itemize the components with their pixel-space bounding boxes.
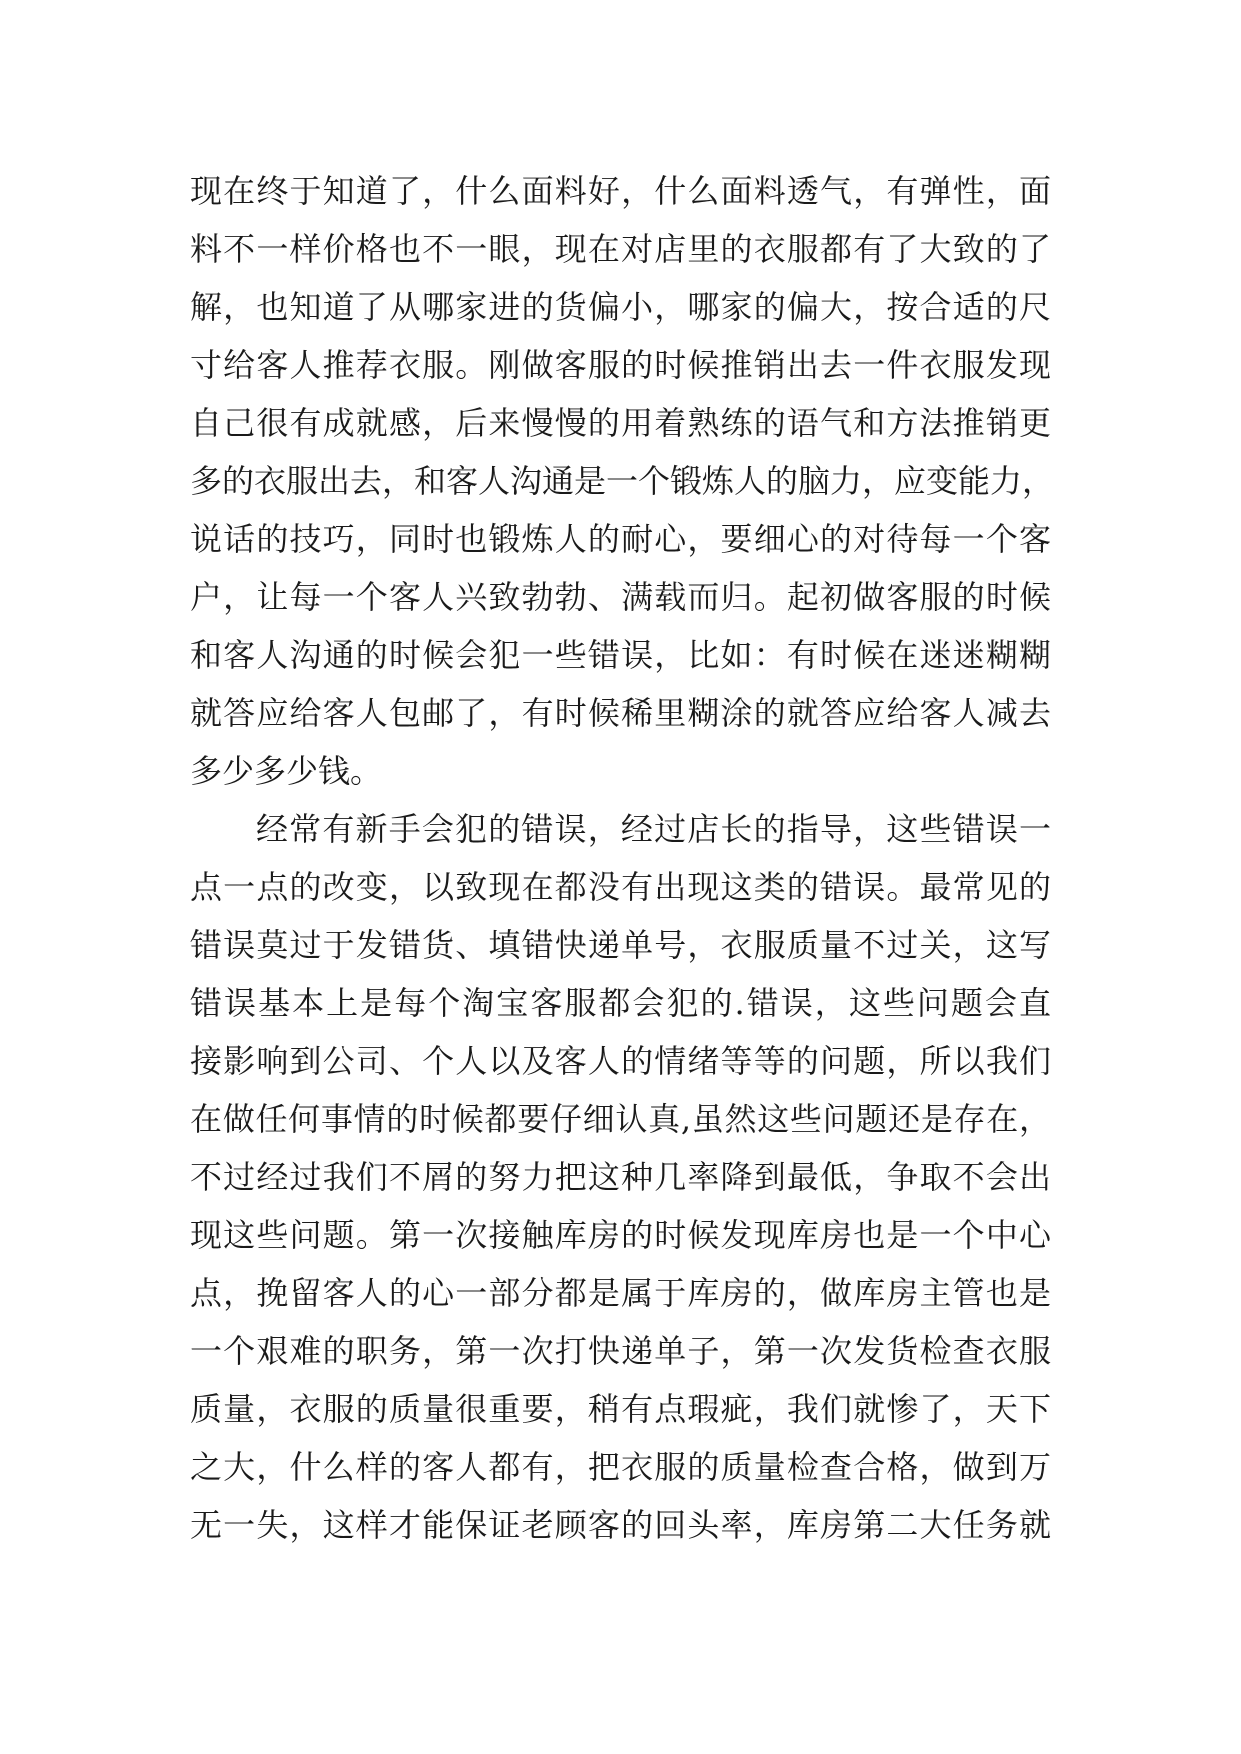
text-line: 在做任何事情的时候都要仔细认真,虽然这些问题还是存在，: [190, 1100, 1051, 1138]
document-page: [190, 162, 1055, 1554]
text-line: 点，挽留客人的心一部分都是属于库房的，做库房主管也是: [190, 1274, 1051, 1312]
text-line: 料不一样价格也不一眼，现在对店里的衣服都有了大致的了: [190, 230, 1051, 268]
text-line: 不过经过我们不屑的努力把这种几率降到最低，争取不会出: [190, 1158, 1051, 1196]
text-line: 寸给客人推荐衣服。刚做客服的时候推销出去一件衣服发现: [190, 346, 1051, 384]
text-line: 就答应给客人包邮了，有时候稀里糊涂的就答应给客人减去: [190, 694, 1051, 732]
text-line: 和客人沟通的时候会犯一些错误，比如：有时候在迷迷糊糊: [190, 636, 1051, 674]
text-line: 多的衣服出去，和客人沟通是一个锻炼人的脑力，应变能力，: [190, 462, 1055, 500]
text-line: 点一点的改变，以致现在都没有出现这类的错误。最常见的: [190, 868, 1051, 906]
text-line: 错误莫过于发错货、填错快递单号，衣服质量不过关，这写: [190, 926, 1051, 964]
text-line: 质量，衣服的质量很重要，稍有点瑕疵，我们就惨了，天下: [190, 1390, 1051, 1428]
text-line: 自己很有成就感，后来慢慢的用着熟练的语气和方法推销更: [190, 404, 1051, 442]
text-line: 无一失，这样才能保证老顾客的回头率，库房第二大任务就: [190, 1506, 1051, 1544]
text-line: 多少多少钱。: [190, 752, 383, 790]
text-line: 经常有新手会犯的错误，经过店长的指导，这些错误一: [256, 810, 1051, 848]
text-line: 户，让每一个客人兴致勃勃、满载而归。起初做客服的时候: [190, 578, 1051, 616]
text-line: 之大，什么样的客人都有，把衣服的质量检查合格，做到万: [190, 1448, 1051, 1486]
text-line: 接影响到公司、个人以及客人的情绪等等的问题，所以我们: [190, 1042, 1051, 1080]
text-line: 现在终于知道了，什么面料好，什么面料透气，有弹性，面: [190, 172, 1051, 210]
text-line: 错误基本上是每个淘宝客服都会犯的.错误，这些问题会直: [190, 984, 1051, 1022]
text-line: 说话的技巧，同时也锻炼人的耐心，要细心的对待每一个客: [190, 520, 1051, 558]
text-line: 现这些问题。第一次接触库房的时候发现库房也是一个中心: [190, 1216, 1051, 1254]
paragraph-2: [190, 800, 1051, 1554]
paragraph-1: [190, 162, 1055, 800]
text-line: 解，也知道了从哪家进的货偏小，哪家的偏大，按合适的尺: [190, 288, 1051, 326]
text-line: 一个艰难的职务，第一次打快递单子，第一次发货检查衣服: [190, 1332, 1051, 1370]
